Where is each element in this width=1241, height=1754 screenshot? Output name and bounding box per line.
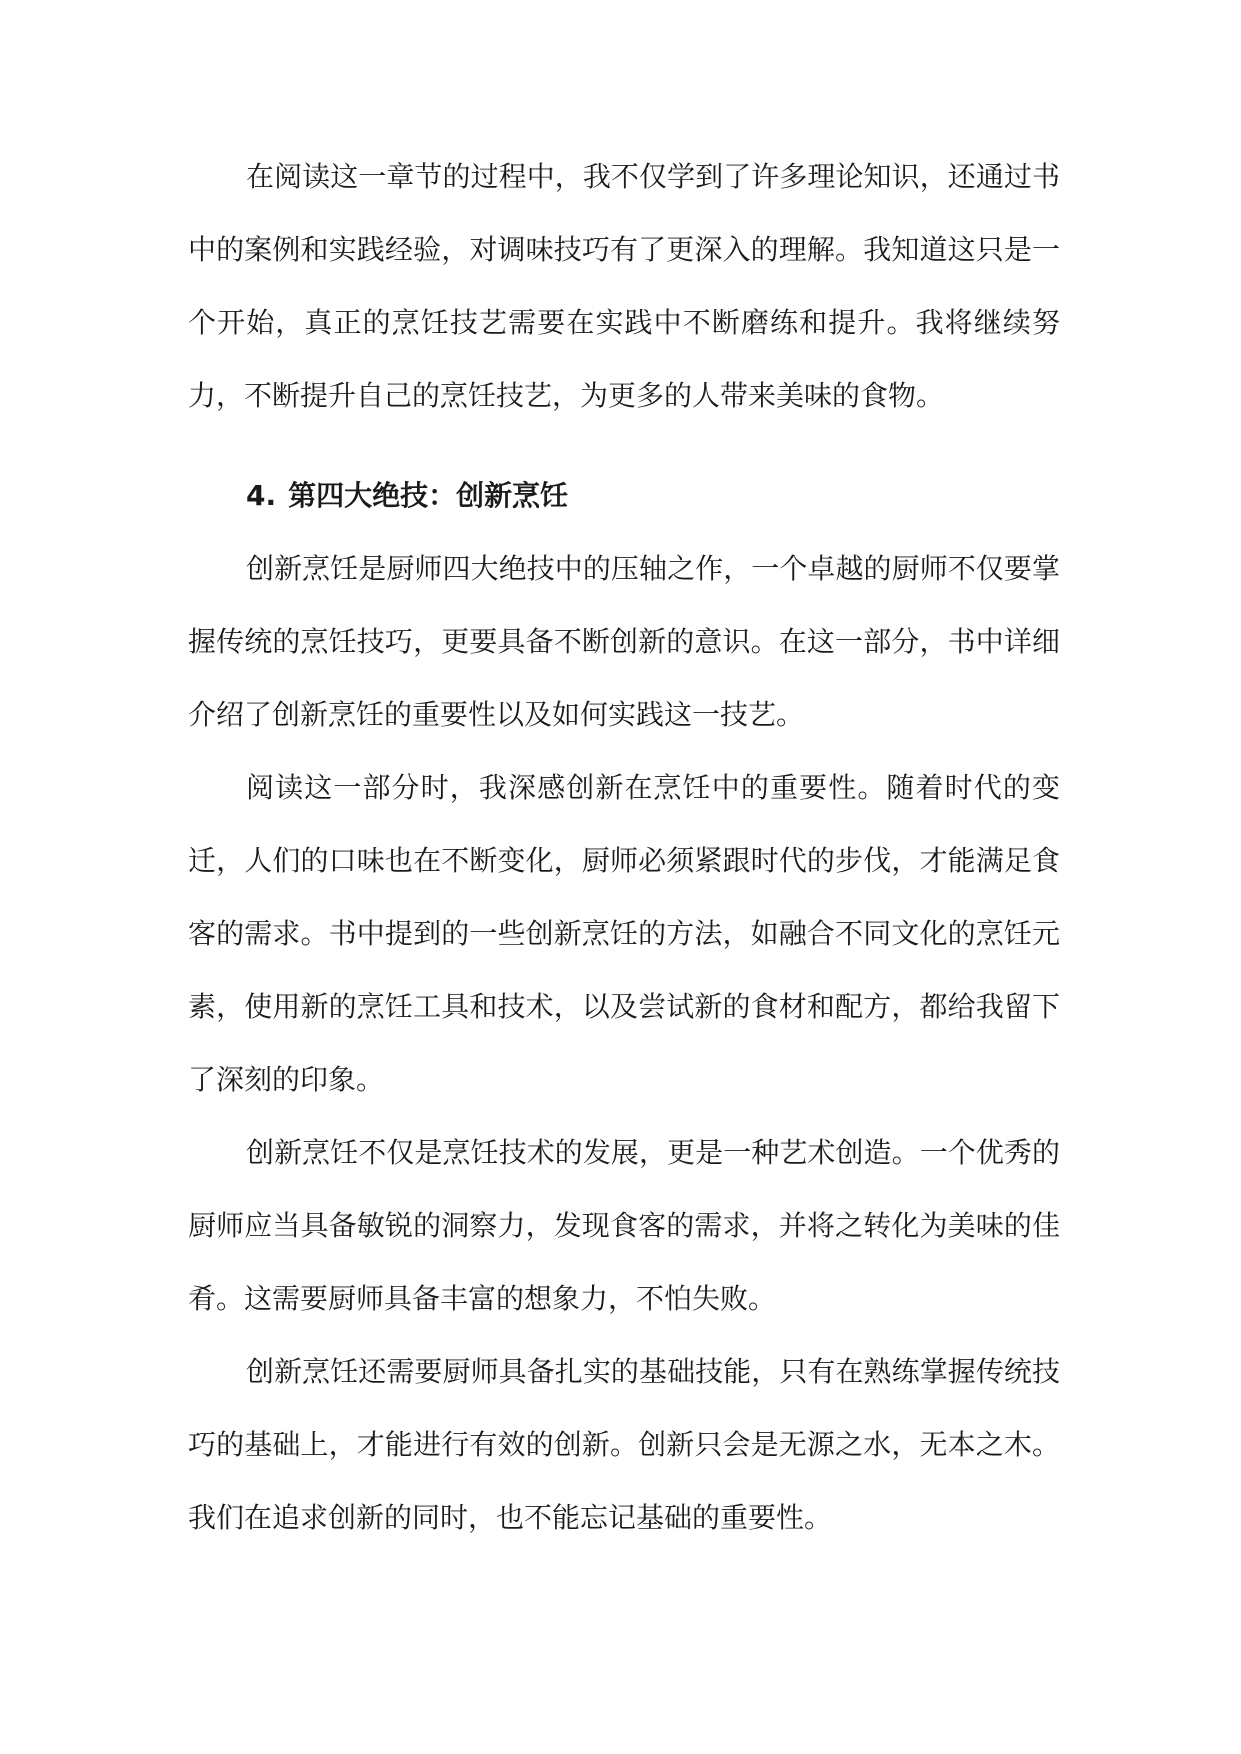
paragraph: 在阅读这一章节的过程中，我不仅学到了许多理论知识，还通过书中的案例和实践经验，对调味技巧有了更深入的理解。我知道这只是一个开始，真正的烹饪技艺需要在实践中不断磨练和提升。我将继续努力，不断提升自己的烹饪技艺，为更多的人带来美味的食物。 — [188, 160, 1060, 412]
section-number: 4. — [246, 479, 277, 512]
document-body — [188, 140, 1060, 1554]
paragraph: 创新烹饪是厨师四大绝技中的压轴之作，一个卓越的厨师不仅要掌握传统的烹饪技巧，更要具备不断创新的意识。在这一部分，书中详细介绍了创新烹饪的重要性以及如何实践这一技艺。 — [188, 552, 1060, 731]
paragraph: 创新烹饪还需要厨师具备扎实的基础技能，只有在熟练掌握传统技巧的基础上，才能进行有效的创新。创新只会是无源之水，无本之木。我们在追求创新的同时，也不能忘记基础的重要性。 — [188, 1355, 1060, 1534]
section-heading — [188, 459, 1060, 532]
section-title: 第四大绝技：创新烹饪 — [288, 479, 569, 512]
paragraph: 创新烹饪不仅是烹饪技术的发展，更是一种艺术创造。一个优秀的厨师应当具备敏锐的洞察力，发现食客的需求，并将之转化为美味的佳肴。这需要厨师具备丰富的想象力，不怕失败。 — [188, 1136, 1060, 1315]
paragraph: 阅读这一部分时，我深感创新在烹饪中的重要性。随着时代的变迁，人们的口味也在不断变化，厨师必须紧跟时代的步伐，才能满足食客的需求。书中提到的一些创新烹饪的方法，如融合不同文化的烹饪元素，使用新的烹饪工具和技术，以及尝试新的食材和配方，都给我留下了深刻的印象。 — [188, 771, 1060, 1096]
